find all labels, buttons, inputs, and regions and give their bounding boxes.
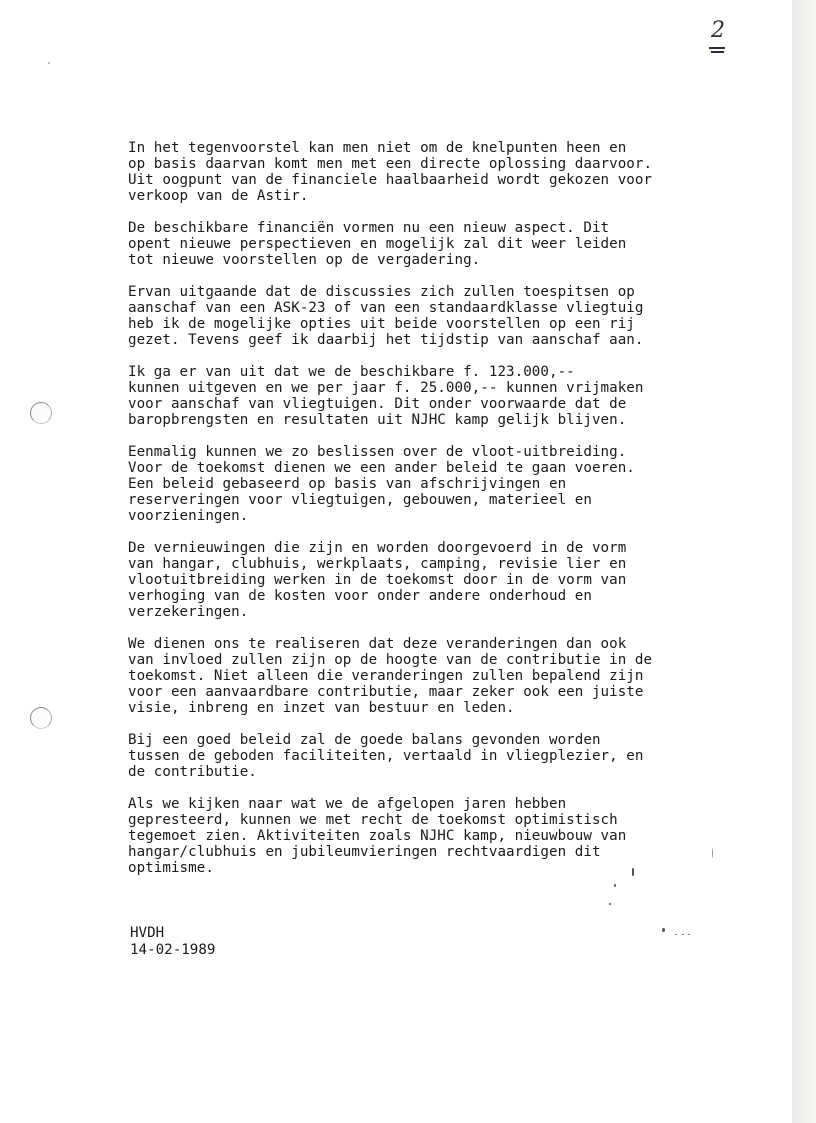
document-date: 14-02-1989 — [130, 942, 216, 958]
paragraph-7 — [128, 636, 728, 716]
line: Ervan uitgaande dat de discussies zich zullen toespitsen op — [128, 284, 635, 300]
page-number-underline-2 — [711, 51, 724, 53]
line: reserveringen voor vliegtuigen, gebouwen, materieel en — [128, 492, 592, 508]
speck-mark — [675, 934, 677, 935]
paragraph-5 — [128, 444, 728, 524]
line: gezet. Tevens geef ik daarbij het tijdstip van aanschaf aan. — [128, 332, 644, 348]
line: verhoging van de kosten voor onder andere onderhoud en — [128, 588, 592, 604]
line: De vernieuwingen die zijn en worden doorgevoerd in de vorm — [128, 540, 627, 556]
punch-hole-bottom — [30, 707, 52, 729]
line: Voor de toekomst dienen we een ander beleid te gaan voeren. — [128, 460, 635, 476]
line: kunnen uitgeven en we per jaar f. 25.000,-- kunnen vrijmaken — [128, 380, 644, 396]
line: van hangar, clubhuis, werkplaats, camping, revisie lier en — [128, 556, 627, 572]
paragraph-2 — [128, 220, 728, 268]
paragraph-3 — [128, 284, 728, 348]
line: aanschaf van een ASK-23 of van een standaardklasse vliegtuig — [128, 300, 644, 316]
speck-mark — [682, 934, 684, 935]
paragraph-1 — [128, 140, 728, 204]
line: toekomst. Niet alleen die veranderingen zullen bepalend zijn — [128, 668, 644, 684]
line: op basis daarvan komt men met een directe oplossing daarvoor. — [128, 156, 653, 172]
speck-mark — [662, 928, 665, 932]
line: Bij een goed beleid zal de goede balans gevonden worden — [128, 732, 601, 748]
line: voor aanschaf van vliegtuigen. Dit onder voorwaarde dat de — [128, 396, 627, 412]
line: opent nieuwe perspectieven en mogelijk zal dit weer leiden — [128, 236, 627, 252]
line: visie, inbreng en inzet van bestuur en leden. — [128, 700, 515, 716]
scan-background-edge — [792, 0, 816, 1123]
punch-hole-top — [30, 402, 52, 424]
line: Uit oogpunt van de financiele haalbaarheid wordt gekozen voor — [128, 172, 653, 188]
page-number-text: 2 — [711, 18, 725, 43]
line: We dienen ons te realiseren dat deze veranderingen dan ook — [128, 636, 627, 652]
line: vlootuitbreiding werken in de toekomst door in de vorm van — [128, 572, 627, 588]
line: tussen de geboden faciliteiten, vertaald in vliegplezier, en — [128, 748, 644, 764]
line: tegemoet zien. Aktiviteiten zoals NJHC kamp, nieuwbouw van — [128, 828, 627, 844]
line: De beschikbare financiën vormen nu een nieuw aspect. Dit — [128, 220, 610, 236]
author-initials: HVDH — [130, 925, 165, 941]
line: van invloed zullen zijn op de hoogte van de contributie in de — [128, 652, 653, 668]
line: Als we kijken naar wat we de afgelopen jaren hebben — [128, 796, 567, 812]
line: baropbrengsten en resultaten uit NJHC kamp gelijk blijven. — [128, 412, 627, 428]
line: voor een aanvaardbare contributie, maar zeker ook een juiste — [128, 684, 644, 700]
speck-mark — [609, 903, 611, 905]
line: de contributie. — [128, 764, 257, 780]
signature-block — [130, 925, 215, 959]
line: optimisme. — [128, 860, 214, 876]
line: Ik ga er van uit dat we de beschikbare f. 123.000,-- — [128, 364, 575, 380]
line: hangar/clubhuis en jubileumvieringen rechtvaardigen dit — [128, 844, 601, 860]
paragraph-8 — [128, 732, 728, 780]
line: tot nieuwe voorstellen op de vergadering. — [128, 252, 481, 268]
speck-mark — [614, 884, 616, 887]
line: voorzieningen. — [128, 508, 249, 524]
line: Eenmalig kunnen we zo beslissen over de vloot-uitbreiding. — [128, 444, 627, 460]
letter-body — [128, 140, 728, 892]
line: heb ik de mogelijke opties uit beide voorstellen op een rij — [128, 316, 635, 332]
page-number-underline — [709, 47, 725, 49]
paragraph-9 — [128, 796, 728, 876]
paragraph-6 — [128, 540, 728, 620]
speck-mark — [712, 848, 713, 858]
line: In het tegenvoorstel kan men niet om de knelpunten heen en — [128, 140, 627, 156]
speck-mark — [632, 868, 634, 876]
line: verkoop van de Astir. — [128, 188, 309, 204]
speck-mark — [48, 62, 50, 64]
line: Een beleid gebaseerd op basis van afschrijvingen en — [128, 476, 567, 492]
handwritten-page-number — [706, 18, 730, 52]
line: gepresteerd, kunnen we met recht de toekomst optimistisch — [128, 812, 618, 828]
paragraph-4 — [128, 364, 728, 428]
speck-mark — [688, 934, 690, 935]
line: verzekeringen. — [128, 604, 249, 620]
